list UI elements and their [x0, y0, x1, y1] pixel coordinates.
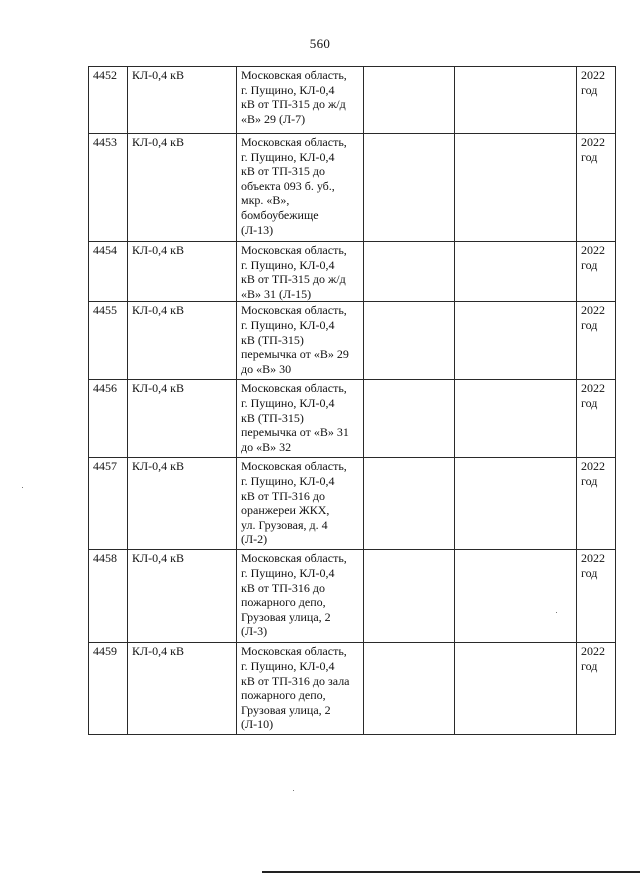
empty-cell — [455, 242, 577, 302]
empty-cell — [455, 458, 577, 550]
empty-cell — [364, 302, 455, 380]
empty-cell — [455, 550, 577, 643]
line-address: Московская область, г. Пущино, КЛ-0,4 кВ (ТП-315) перемычка от «В» 31 до «В» 32 — [237, 380, 364, 458]
empty-cell — [455, 380, 577, 458]
bottom-rule — [262, 871, 640, 873]
line-type: КЛ-0,4 кВ — [128, 67, 237, 134]
registry-table — [88, 66, 616, 735]
line-type: КЛ-0,4 кВ — [128, 643, 237, 735]
scan-speck — [293, 790, 294, 791]
line-address: Московская область, г. Пущино, КЛ-0,4 кВ от ТП-316 до пожарного депо, Грузовая улица, 2 (Л-3) — [237, 550, 364, 643]
table-row — [89, 242, 616, 302]
year-cell: 2022 год — [577, 643, 616, 735]
line-type: КЛ-0,4 кВ — [128, 458, 237, 550]
line-address: Московская область, г. Пущино, КЛ-0,4 кВ от ТП-315 до объекта 093 б. уб., мкр. «В», бомбоубежище (Л-13) — [237, 134, 364, 242]
page-number: 560 — [309, 36, 331, 51]
year-cell: 2022 год — [577, 302, 616, 380]
empty-cell — [455, 134, 577, 242]
line-address: Московская область, г. Пущино, КЛ-0,4 кВ от ТП-315 до ж/д «В» 29 (Л-7) — [237, 67, 364, 134]
empty-cell — [455, 67, 577, 134]
line-address: Московская область, г. Пущино, КЛ-0,4 кВ от ТП-316 до зала пожарного депо, Грузовая улица, 2 (Л-10) — [237, 643, 364, 735]
table-row — [89, 67, 616, 134]
line-type: КЛ-0,4 кВ — [128, 380, 237, 458]
year-cell: 2022 год — [577, 550, 616, 643]
table-row — [89, 302, 616, 380]
year-cell: 2022 год — [577, 380, 616, 458]
table-row — [89, 134, 616, 242]
line-type: КЛ-0,4 кВ — [128, 134, 237, 242]
line-address: Московская область, г. Пущино, КЛ-0,4 кВ от ТП-316 до оранжереи ЖКХ, ул. Грузовая, д. 4 (Л-2) — [237, 458, 364, 550]
row-number: 4452 — [89, 67, 128, 134]
scan-speck — [22, 487, 23, 488]
table-row — [89, 458, 616, 550]
scan-speck — [556, 612, 557, 613]
year-cell: 2022 год — [577, 67, 616, 134]
empty-cell — [364, 550, 455, 643]
empty-cell — [455, 302, 577, 380]
row-number: 4457 — [89, 458, 128, 550]
year-cell: 2022 год — [577, 134, 616, 242]
line-type: КЛ-0,4 кВ — [128, 302, 237, 380]
table-row — [89, 643, 616, 735]
line-type: КЛ-0,4 кВ — [128, 550, 237, 643]
line-address: Московская область, г. Пущино, КЛ-0,4 кВ (ТП-315) перемычка от «В» 29 до «В» 30 — [237, 302, 364, 380]
row-number: 4456 — [89, 380, 128, 458]
empty-cell — [364, 643, 455, 735]
line-type: КЛ-0,4 кВ — [128, 242, 237, 302]
row-number: 4454 — [89, 242, 128, 302]
year-cell: 2022 год — [577, 242, 616, 302]
line-address: Московская область, г. Пущино, КЛ-0,4 кВ от ТП-315 до ж/д «В» 31 (Л-15) — [237, 242, 364, 302]
row-number: 4453 — [89, 134, 128, 242]
row-number: 4455 — [89, 302, 128, 380]
empty-cell — [364, 380, 455, 458]
row-number: 4459 — [89, 643, 128, 735]
empty-cell — [455, 643, 577, 735]
empty-cell — [364, 134, 455, 242]
empty-cell — [364, 242, 455, 302]
table-row — [89, 380, 616, 458]
empty-cell — [364, 458, 455, 550]
table-row — [89, 550, 616, 643]
year-cell: 2022 год — [577, 458, 616, 550]
empty-cell — [364, 67, 455, 134]
row-number: 4458 — [89, 550, 128, 643]
